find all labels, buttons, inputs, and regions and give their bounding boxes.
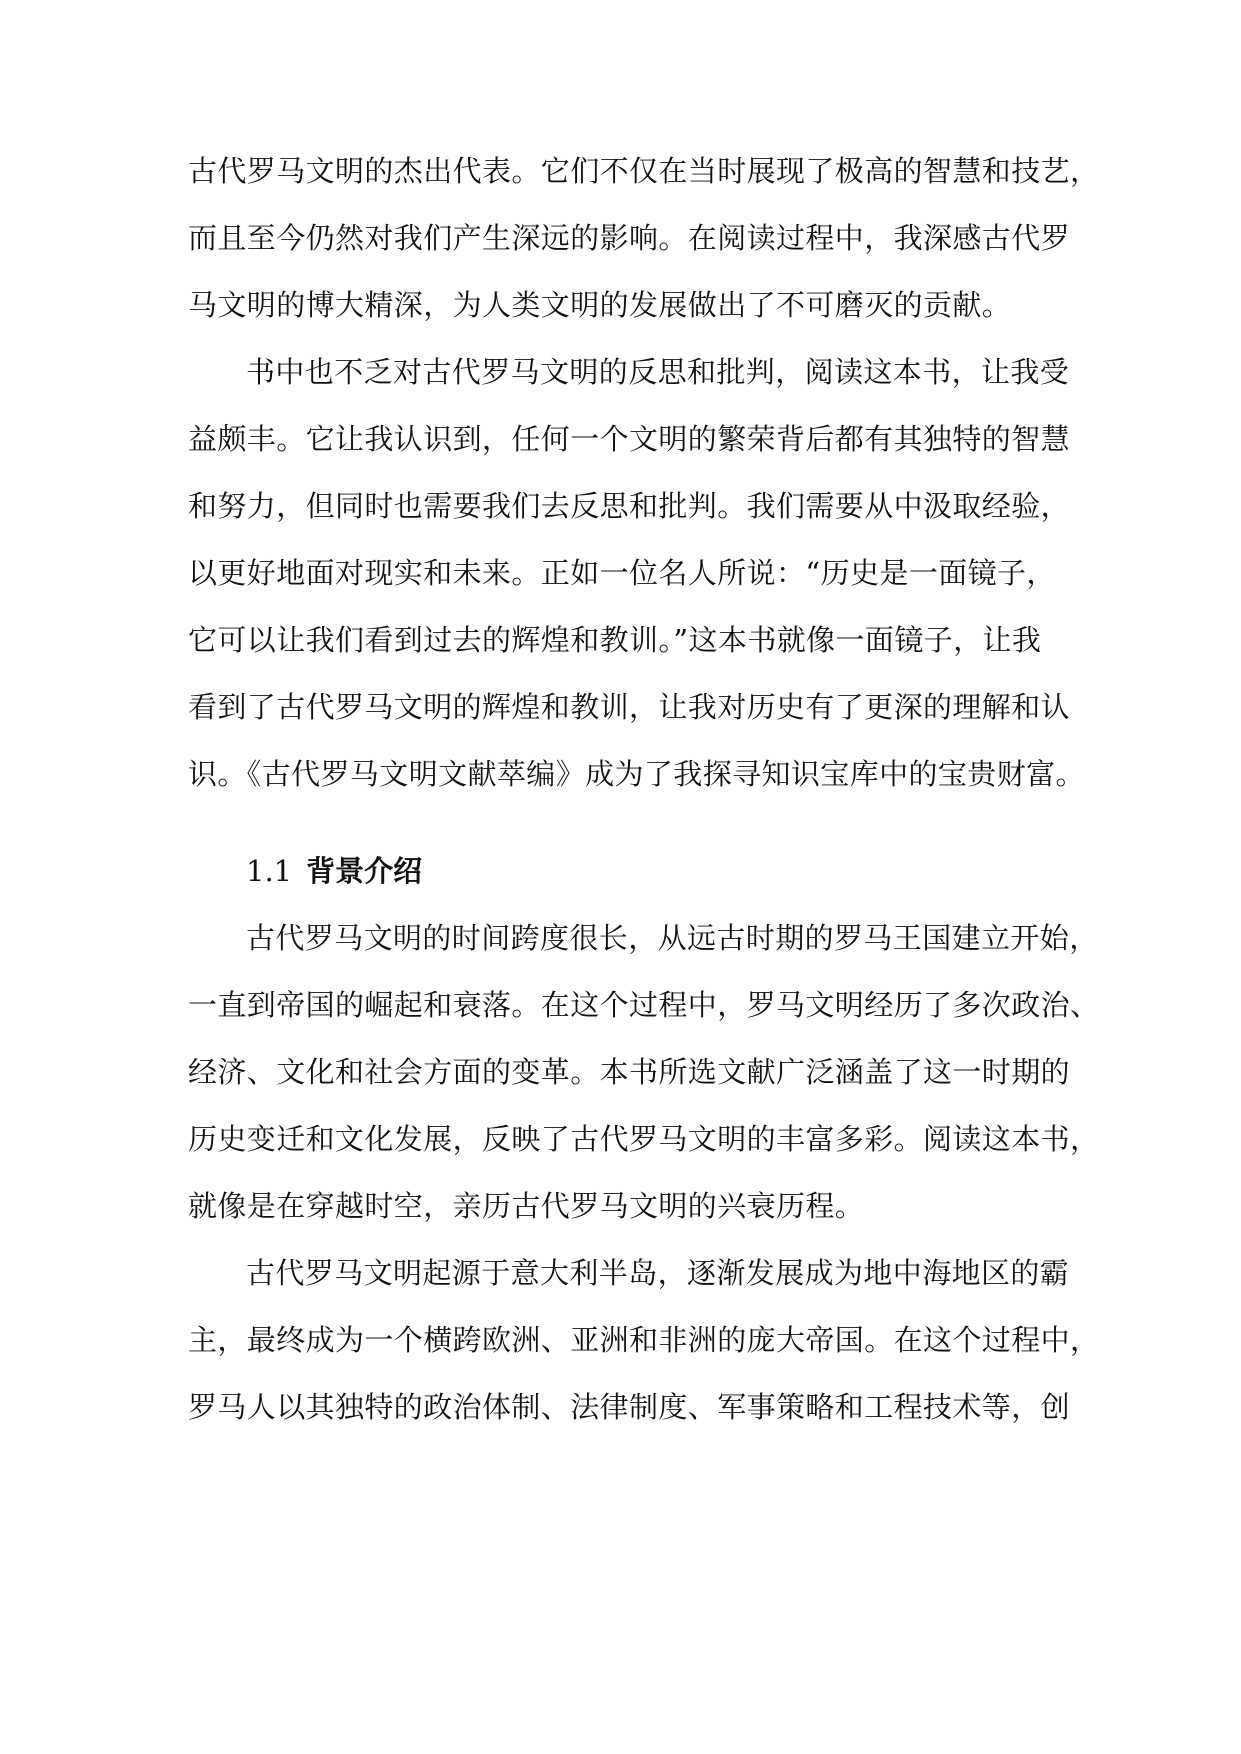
section-heading xyxy=(188,838,1058,905)
text-line: 它可以让我们看到过去的辉煌和教训。”这本书就像一面镜子，让我 xyxy=(188,623,1042,657)
text-line: 古代罗马文明的时间跨度很长，从远古时期的罗马王国建立开始， xyxy=(246,921,1099,955)
text-line: 历史变迁和文化发展，反映了古代罗马文明的丰富多彩。阅读这本书， xyxy=(188,1122,1100,1156)
text-line: 和努力，但同时也需要我们去反思和批判。我们需要从中汲取经验， xyxy=(188,489,1071,523)
text-line: 看到了古代罗马文明的辉煌和教训，让我对历史有了更深的理解和认 xyxy=(188,690,1071,724)
text-line: 主，最终成为一个横跨欧洲、亚洲和非洲的庞大帝国。在这个过程中， xyxy=(188,1323,1100,1357)
text-line: 而且至今仍然对我们产生深远的影响。在阅读过程中，我深感古代罗 xyxy=(188,221,1071,255)
text-line: 马文明的博大精深，为人类文明的发展做出了不可磨灭的贡献。 xyxy=(188,288,1012,322)
text-line: 就像是在穿越时空，亲历古代罗马文明的兴衰历程。 xyxy=(188,1189,865,1223)
text-line: 识。《古代罗马文明文献萃编》成为了我探寻知识宝库中的宝贵财富。 xyxy=(188,757,1085,791)
text-line: 一直到帝国的崛起和衰落。在这个过程中，罗马文明经历了多次政治、 xyxy=(188,988,1100,1022)
text-line: 益颇丰。它让我认识到，任何一个文明的繁荣背后都有其独特的智慧 xyxy=(188,422,1071,456)
text-line: 罗马人以其独特的政治体制、法律制度、军事策略和工程技术等，创 xyxy=(188,1390,1071,1424)
section-number: 1.1 xyxy=(246,854,293,888)
section-title: 背景介绍 xyxy=(306,854,423,888)
spacer xyxy=(188,808,1058,838)
text-line: 经济、文化和社会方面的变革。本书所选文献广泛涵盖了这一时期的 xyxy=(188,1055,1071,1089)
body-text xyxy=(188,138,1100,1441)
text-line: 以更好地面对现实和未来。正如一位名人所说：“历史是一面镜子， xyxy=(188,556,1056,590)
text-line: 古代罗马文明起源于意大利半岛，逐渐发展成为地中海地区的霸 xyxy=(246,1256,1070,1290)
text-line: 书中也不乏对古代罗马文明的反思和批判，阅读这本书，让我受 xyxy=(246,355,1070,389)
text-line: 古代罗马文明的杰出代表。它们不仅在当时展现了极高的智慧和技艺， xyxy=(188,154,1100,188)
